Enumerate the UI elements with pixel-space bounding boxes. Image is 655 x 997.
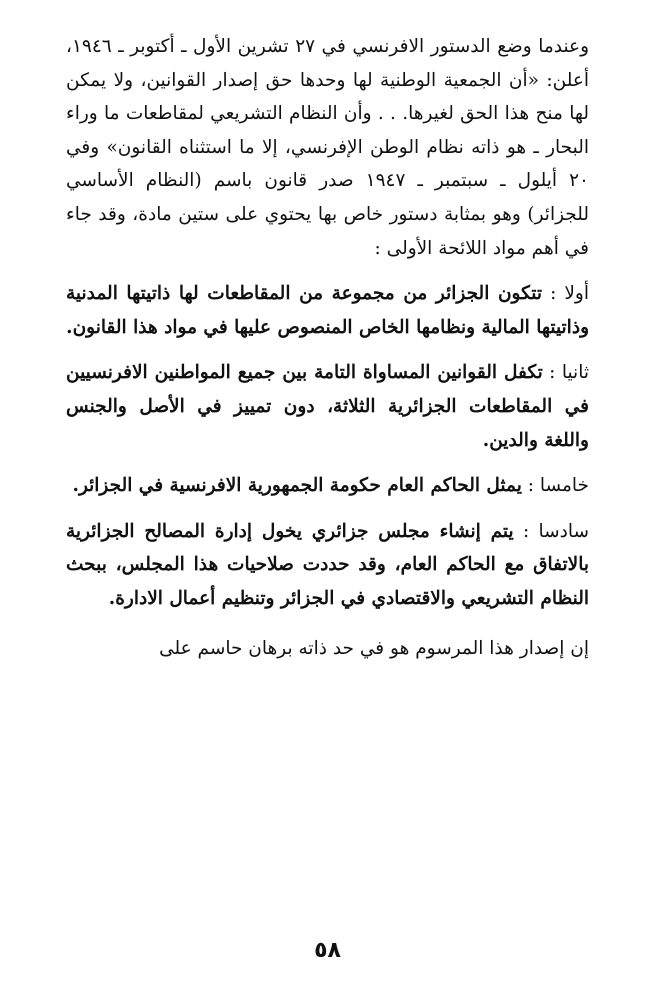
closing-paragraph: إن إصدار هذا المرسوم هو في حد ذاته برهان حاسم على [159,637,589,659]
article-6-heading: سادسا : [522,520,589,542]
article-5-text: يمثل الحاكم العام حكومة الجمهورية الافرنسية في الجزائر. [72,475,522,497]
article-2-text: تكفل القوانين المساواة التامة بين جميع المواطنين الافرنسيين في المقاطعات الجزائرية الثلاثة، دون تمييز في الأصل والجنس واللغة والدين. [66,362,589,451]
article-5-heading: خامسا : [527,475,589,497]
article-1-heading: أولا : [550,283,589,305]
article-5 [66,469,589,503]
article-1 [66,277,589,344]
intro-paragraph: وعندما وضع الدستور الافرنسي في ٢٧ تشرين الأول ـ أكتوبر ـ ١٩٤٦، أعلن: «أن الجمعية الوطنية لها وحدها حق إصدار القوانين، ولا يمكن لها منح هذا الحق لغيرها. . . وأن النظام التشريعي لمقاطعات ما وراء البحار ـ هو ذاته نظام الوطن الإفرنسي، إلا ما استثناه القانون» وفي ٢٠ أيلول ـ سبتمبر ـ ١٩٤٧ صدر قانون باسم (النظام الأساسي للجزائر) وهو بمثابة دستور خاص بها يحتوي على ستين مادة، وقد جاء في أهم مواد اللائحة الأولى : [66,36,590,259]
article-1-text: تتكون الجزائر من مجموعة من المقاطعات لها ذاتيتها المدنية وذاتيتها المالية ونظامها الخاص المنصوص عليها في مواد هذا القانون. [66,283,589,338]
page-number: ٥٨ [314,938,341,963]
page-body [66,30,589,665]
article-2-heading: ثانيا : [549,362,589,384]
article-6-text: يتم إنشاء مجلس جزائري يخول إدارة المصالح الجزائرية بالاتفاق مع الحاكم العام، وقد حددت صلاحيات هذا المجلس، ببحث النظام التشريعي والاقتصادي في الجزائر وتنظيم أعمال الادارة. [66,520,589,609]
article-6 [66,515,589,616]
article-2 [66,356,589,457]
